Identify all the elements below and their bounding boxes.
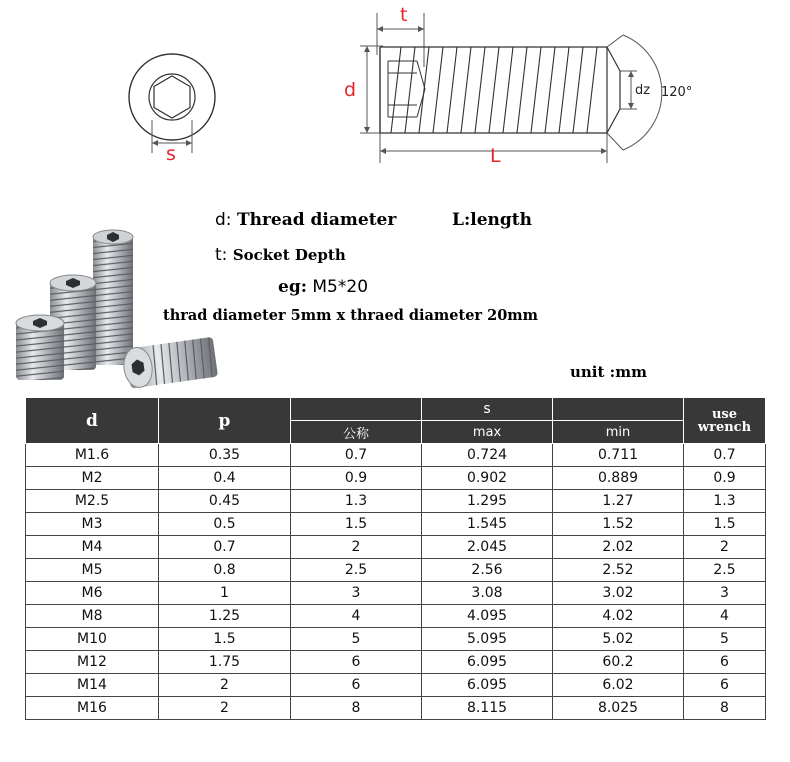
cell-nominal: 4 [291,605,422,628]
cell-wrench: 2 [684,536,766,559]
spec-table [25,397,766,720]
table-row [26,444,766,467]
table-row [26,674,766,697]
cell-nominal: 2.5 [291,559,422,582]
cell-p: 0.8 [159,559,291,582]
cell-max: 1.295 [422,490,553,513]
table-row [26,605,766,628]
legend-t-text: Socket Depth [232,246,346,264]
cell-nominal: 8 [291,697,422,720]
L-dimension-label: L [490,145,501,167]
cell-p: 2 [159,674,291,697]
cell-min: 60.2 [553,651,684,674]
cell-d: M16 [26,697,159,720]
table-row [26,628,766,651]
cell-max: 2.56 [422,559,553,582]
cell-d: M5 [26,559,159,582]
cell-max: 6.095 [422,651,553,674]
header-wrench-line1: use [711,406,738,422]
table-row [26,651,766,674]
legend-d-text: Thread diameter [236,210,397,230]
legend-L-line [452,210,532,230]
d-dimension-label: d [344,79,357,101]
header-d: d [26,398,159,444]
cell-p: 0.35 [159,444,291,467]
cell-d: M10 [26,628,159,651]
table-row [26,513,766,536]
cell-min: 0.711 [553,444,684,467]
cell-max: 5.095 [422,628,553,651]
cell-wrench: 2.5 [684,559,766,582]
cell-p: 0.45 [159,490,291,513]
cell-max: 8.115 [422,697,553,720]
cell-p: 0.7 [159,536,291,559]
cell-wrench: 4 [684,605,766,628]
unit-label: unit :mm [570,363,647,381]
cell-min: 3.02 [553,582,684,605]
header-blank-1 [291,398,422,421]
legend-eg-text: thrad diameter 5mm x thraed diameter 20mm [163,307,538,324]
table-header-row [26,398,766,421]
legend-d-line [215,210,396,230]
cell-nominal: 3 [291,582,422,605]
table-row [26,467,766,490]
cell-max: 6.095 [422,674,553,697]
header-min: min [553,421,684,444]
header-wrench-line2: wrench [697,419,752,435]
header-max: max [422,421,553,444]
header-p: p [159,398,291,444]
cell-p: 1 [159,582,291,605]
header-blank-2 [553,398,684,421]
cell-d: M4 [26,536,159,559]
cell-p: 2 [159,697,291,720]
cell-min: 1.27 [553,490,684,513]
cell-nominal: 6 [291,651,422,674]
cell-d: M1.6 [26,444,159,467]
cell-nominal: 0.7 [291,444,422,467]
cell-p: 0.5 [159,513,291,536]
cell-max: 0.902 [422,467,553,490]
legend-L-key: L: [452,210,471,230]
cell-max: 4.095 [422,605,553,628]
cell-nominal: 2 [291,536,422,559]
product-photo [10,215,220,390]
cell-p: 1.25 [159,605,291,628]
cell-d: M8 [26,605,159,628]
legend-t-line [215,245,346,265]
cell-d: M2 [26,467,159,490]
cell-min: 4.02 [553,605,684,628]
legend-t-key: t: [215,245,228,265]
table-row [26,536,766,559]
cell-d: M14 [26,674,159,697]
legend-d-key: d: [215,210,232,230]
cell-p: 0.4 [159,467,291,490]
t-dimension-label: t [400,4,408,26]
table-body [26,444,766,720]
table-row [26,559,766,582]
cell-min: 5.02 [553,628,684,651]
cell-min: 2.52 [553,559,684,582]
cell-d: M2.5 [26,490,159,513]
cell-max: 0.724 [422,444,553,467]
legend-L-text: length [470,210,532,230]
header-wrench [684,398,766,444]
cell-max: 3.08 [422,582,553,605]
cell-nominal: 1.3 [291,490,422,513]
table-row [26,490,766,513]
cell-wrench: 6 [684,651,766,674]
cell-wrench: 3 [684,582,766,605]
cell-min: 1.52 [553,513,684,536]
cell-max: 1.545 [422,513,553,536]
dz-dimension-label: dz [635,83,651,98]
cell-max: 2.045 [422,536,553,559]
header-s: s [422,398,553,421]
angle-label: 120° [661,85,693,100]
cell-min: 6.02 [553,674,684,697]
cell-d: M3 [26,513,159,536]
cell-min: 0.889 [553,467,684,490]
cell-nominal: 6 [291,674,422,697]
cell-wrench: 6 [684,674,766,697]
legend-eg-key: eg: [278,277,307,297]
cell-wrench: 5 [684,628,766,651]
table-row [26,582,766,605]
cell-nominal: 0.9 [291,467,422,490]
s-dimension-label: s [166,143,176,165]
cell-nominal: 5 [291,628,422,651]
cell-min: 8.025 [553,697,684,720]
cell-wrench: 0.9 [684,467,766,490]
cell-min: 2.02 [553,536,684,559]
legend-eg-line [278,277,368,297]
header-nominal: 公称 [291,421,422,444]
cell-p: 1.5 [159,628,291,651]
cell-wrench: 0.7 [684,444,766,467]
cell-p: 1.75 [159,651,291,674]
cell-wrench: 1.5 [684,513,766,536]
cell-d: M6 [26,582,159,605]
cell-nominal: 1.5 [291,513,422,536]
cell-wrench: 8 [684,697,766,720]
cell-d: M12 [26,651,159,674]
table-row [26,697,766,720]
legend-eg-value: M5*20 [312,277,369,297]
cell-wrench: 1.3 [684,490,766,513]
